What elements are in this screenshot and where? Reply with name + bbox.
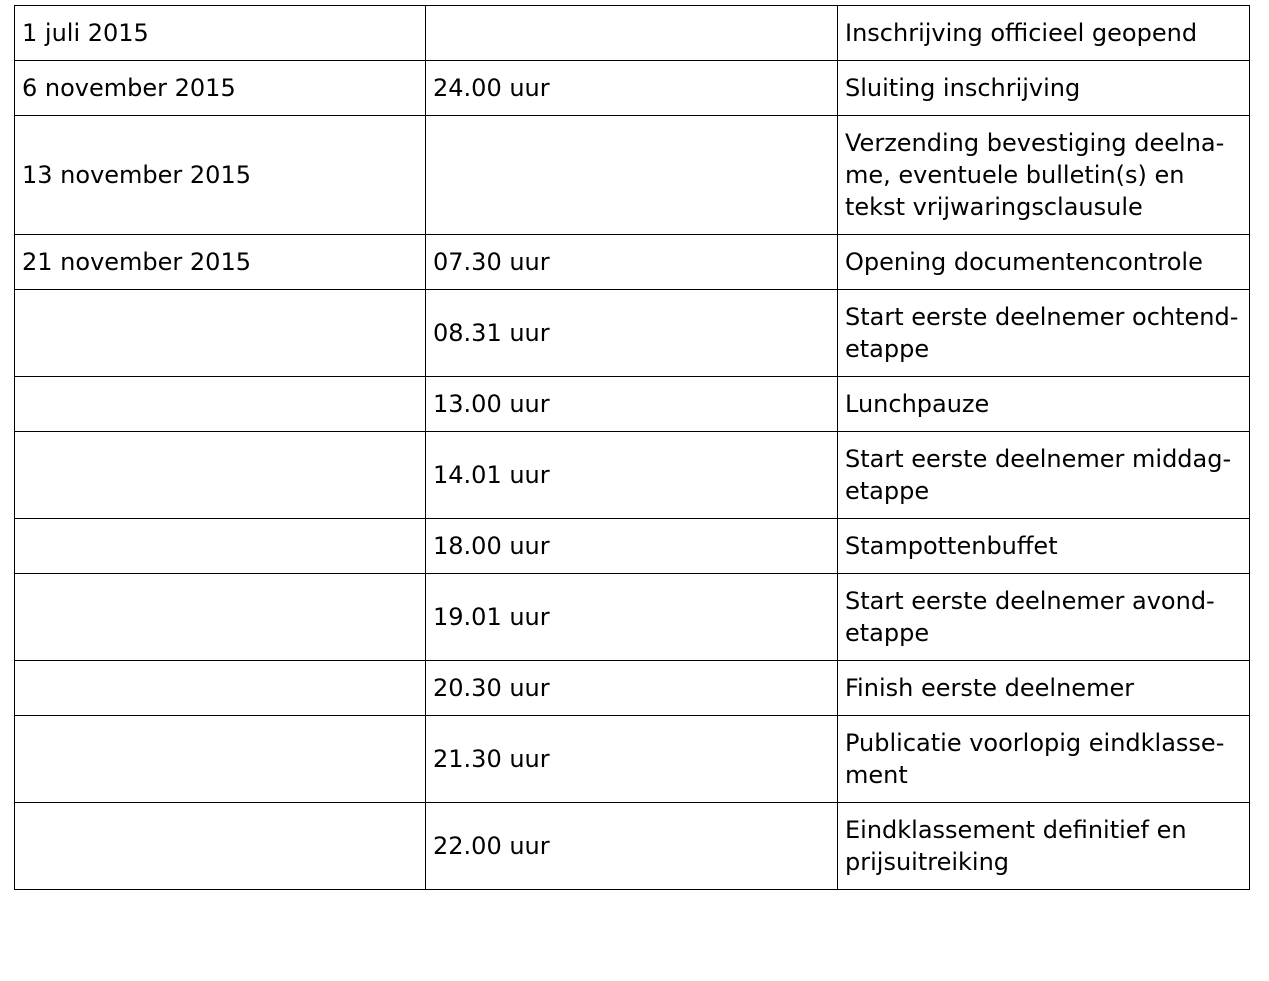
time-cell: 22.00 uur [426,803,838,890]
date-cell [15,290,426,377]
time-cell: 20.30 uur [426,661,838,716]
date-cell: 13 november 2015 [15,116,426,235]
date-cell [15,377,426,432]
time-cell: 21.30 uur [426,716,838,803]
table-row [15,803,1250,890]
table-row [15,377,1250,432]
date-cell: 6 november 2015 [15,61,426,116]
table-row [15,116,1250,235]
table-row [15,716,1250,803]
table-row [15,235,1250,290]
table-row [15,432,1250,519]
description-cell: Sluiting inschrijving [838,61,1250,116]
description-cell: Start eerste deelnemer middag- etappe [838,432,1250,519]
description-cell: Lunchpauze [838,377,1250,432]
description-cell: Stampottenbuffet [838,519,1250,574]
description-cell: Opening documentencontrole [838,235,1250,290]
date-cell [15,432,426,519]
table-row [15,519,1250,574]
date-cell [15,519,426,574]
schedule-table [14,5,1250,890]
time-cell: 13.00 uur [426,377,838,432]
time-cell: 07.30 uur [426,235,838,290]
date-cell [15,661,426,716]
description-cell: Start eerste deelnemer avond- etappe [838,574,1250,661]
table-row [15,661,1250,716]
schedule-body [15,6,1250,890]
date-cell: 1 juli 2015 [15,6,426,61]
description-cell: Start eerste deelnemer ochtend- etappe [838,290,1250,377]
description-cell: Eindklassement definitief en prijsuitreiking [838,803,1250,890]
table-row [15,6,1250,61]
time-cell [426,6,838,61]
time-cell: 08.31 uur [426,290,838,377]
date-cell [15,574,426,661]
table-row [15,61,1250,116]
date-cell [15,803,426,890]
description-cell: Publicatie voorlopig eindklasse- ment [838,716,1250,803]
table-row [15,290,1250,377]
time-cell: 19.01 uur [426,574,838,661]
time-cell: 14.01 uur [426,432,838,519]
time-cell: 18.00 uur [426,519,838,574]
date-cell [15,716,426,803]
table-row [15,574,1250,661]
time-cell: 24.00 uur [426,61,838,116]
date-cell: 21 november 2015 [15,235,426,290]
time-cell [426,116,838,235]
description-cell: Finish eerste deelnemer [838,661,1250,716]
description-cell: Verzending bevestiging deelna- me, eventuele bulletin(s) en tekst vrijwaringsclausule [838,116,1250,235]
description-cell: Inschrijving officieel geopend [838,6,1250,61]
